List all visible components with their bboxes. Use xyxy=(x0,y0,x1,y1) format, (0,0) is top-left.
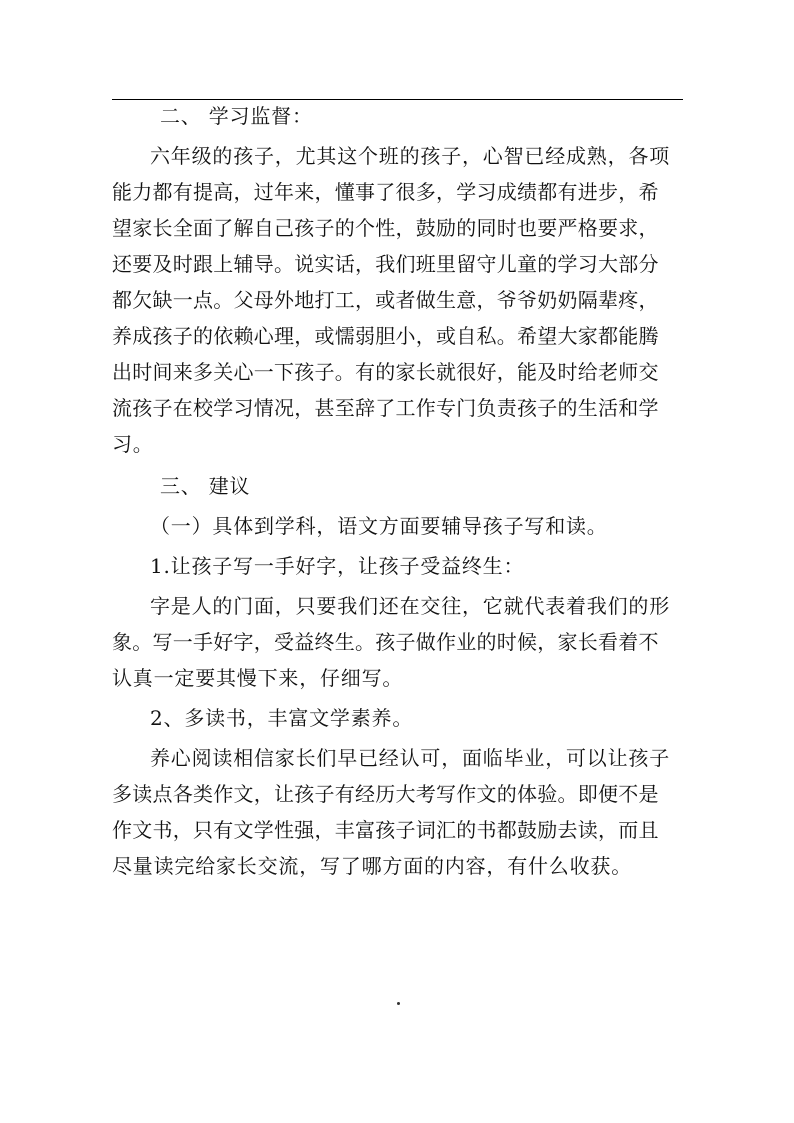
paragraph-line: 养心阅读相信家长们早已经认可，面临毕业，可以让孩子 xyxy=(150,746,670,770)
point-2-paragraph xyxy=(112,740,683,884)
paragraph-line: 习。 xyxy=(112,432,154,456)
section-heading-suggestion: 三、 建议 xyxy=(160,474,251,498)
document-body xyxy=(112,98,683,884)
paragraph-line: 字是人的门面，只要我们还在交往，它就代表着我们的形 xyxy=(150,594,670,618)
paragraph-line: 象。写一手好字，受益终生。孩子做作业的时候，家长看着不 xyxy=(112,630,659,654)
paragraph-line: 能力都有提高，过年来，懂事了很多，学习成绩都有进步，希 xyxy=(112,180,659,204)
paragraph-line: 六年级的孩子，尤其这个班的孩子，心智已经成熟，各项 xyxy=(150,144,670,168)
paragraph-line: 流孩子在校学习情况，甚至辞了工作专门负责孩子的生活和学 xyxy=(112,396,659,420)
point-2-title: 2、多读书，丰富文学素养。 xyxy=(150,706,414,730)
footer-mark xyxy=(397,1002,400,1005)
paragraph-line: 作文书，只有文学性强，丰富孩子词汇的书都鼓励去读，而且 xyxy=(112,818,659,842)
supervision-paragraph xyxy=(112,138,683,462)
paragraph-line: 还要及时跟上辅导。说实话，我们班里留守儿童的学习大部分 xyxy=(112,252,659,276)
paragraph-line: 都欠缺一点。父母外地打工，或者做生意，爷爷奶奶隔辈疼， xyxy=(112,288,659,312)
paragraph-line: 多读点各类作文，让孩子有经历大考写作文的体验。即便不是 xyxy=(112,782,659,806)
paragraph-line: 尽量读完给家长交流，写了哪方面的内容，有什么收获。 xyxy=(112,854,632,878)
subject-line: （一）具体到学科，语文方面要辅导孩子写和读。 xyxy=(150,514,608,538)
paragraph-line: 出时间来多关心一下孩子。有的家长就很好，能及时给老师交 xyxy=(112,360,659,384)
point-1-title: 1.让孩子写一手好字，让孩子受益终生： xyxy=(150,554,525,578)
paragraph-line: 养成孩子的依赖心理，或懦弱胆小，或自私。希望大家都能腾 xyxy=(112,324,659,348)
section-heading-supervision: 二、 学习监督： xyxy=(160,104,313,128)
paragraph-line: 望家长全面了解自己孩子的个性，鼓励的同时也要严格要求， xyxy=(112,216,659,240)
point-1-paragraph xyxy=(112,588,683,696)
paragraph-line: 认真一定要其慢下来，仔细写。 xyxy=(112,666,404,690)
